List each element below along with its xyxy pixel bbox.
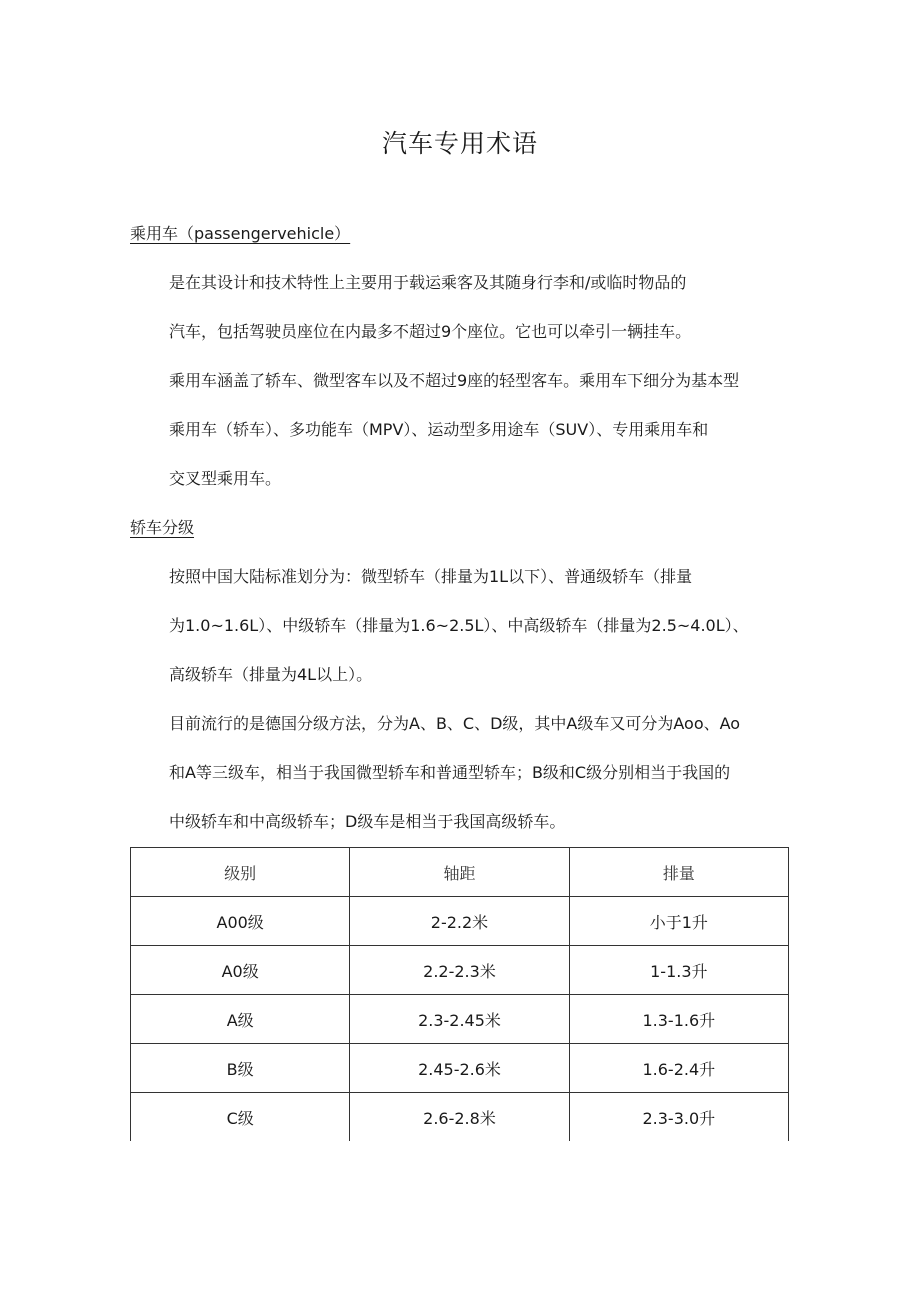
paragraph-line: 乘用车涵盖了轿车、微型客车以及不超过9座的轻型客车。乘用车下细分为基本型 (169, 371, 740, 390)
table-cell: 1.6-2.4升 (569, 1044, 788, 1093)
paragraph-line: 为1.0~1.6L）、中级轿车（排量为1.6~2.5L）、中高级轿车（排量为2.5~4.0L）、 (169, 616, 749, 635)
paragraph-line: 乘用车（轿车）、多功能车（MPV）、运动型多用途车（SUV）、专用乘用车和 (169, 420, 709, 439)
paragraph-line: 交叉型乘用车。 (169, 469, 282, 488)
table-cell: 2.3-2.45米 (350, 995, 569, 1044)
section-heading-car-classes: 轿车分级 (130, 518, 195, 537)
table-cell: 1-1.3升 (569, 946, 788, 995)
table-cell: B级 (131, 1044, 350, 1093)
paragraph-line: 中级轿车和中高级轿车；D级车是相当于我国高级轿车。 (169, 812, 566, 831)
table-header-row (131, 848, 789, 897)
table-row (131, 1093, 789, 1142)
section-heading-passenger-vehicle: 乘用车（passengervehicle） (130, 224, 351, 243)
table-row (131, 946, 789, 995)
page-title: 汽车专用术语 (381, 129, 538, 158)
paragraph-line: 目前流行的是德国分级方法，分为A、B、C、D级，其中A级车又可分为Aoo、Ao (169, 714, 741, 733)
table-row (131, 897, 789, 946)
table-row (131, 1044, 789, 1093)
table-cell: A0级 (131, 946, 350, 995)
paragraph-line: 高级轿车（排量为4L以上）。 (169, 665, 373, 684)
paragraph-line: 按照中国大陆标准划分为：微型轿车（排量为1L以下）、普通级轿车（排量 (169, 567, 693, 586)
table-header-cell: 轴距 (350, 848, 569, 897)
table-row (131, 995, 789, 1044)
table-cell: 2-2.2米 (350, 897, 569, 946)
table-header-cell: 级别 (131, 848, 350, 897)
table-cell: 1.3-1.6升 (569, 995, 788, 1044)
paragraph-line: 是在其设计和技术特性上主要用于载运乘客及其随身行李和/或临时物品的 (169, 273, 687, 292)
table-cell: 小于1升 (569, 897, 788, 946)
table-cell: 2.2-2.3米 (350, 946, 569, 995)
table-cell: C级 (131, 1093, 350, 1142)
table-cell: 2.3-3.0升 (569, 1093, 788, 1142)
table-cell: 2.6-2.8米 (350, 1093, 569, 1142)
paragraph-line: 汽车，包括驾驶员座位在内最多不超过9个座位。它也可以牵引一辆挂车。 (169, 322, 692, 341)
table-cell: A00级 (131, 897, 350, 946)
table-cell: A级 (131, 995, 350, 1044)
table-cell: 2.45-2.6米 (350, 1044, 569, 1093)
table-header-cell: 排量 (569, 848, 788, 897)
car-class-table (130, 847, 789, 1141)
paragraph-line: 和A等三级车，相当于我国微型轿车和普通型轿车；B级和C级分别相当于我国的 (169, 763, 731, 782)
